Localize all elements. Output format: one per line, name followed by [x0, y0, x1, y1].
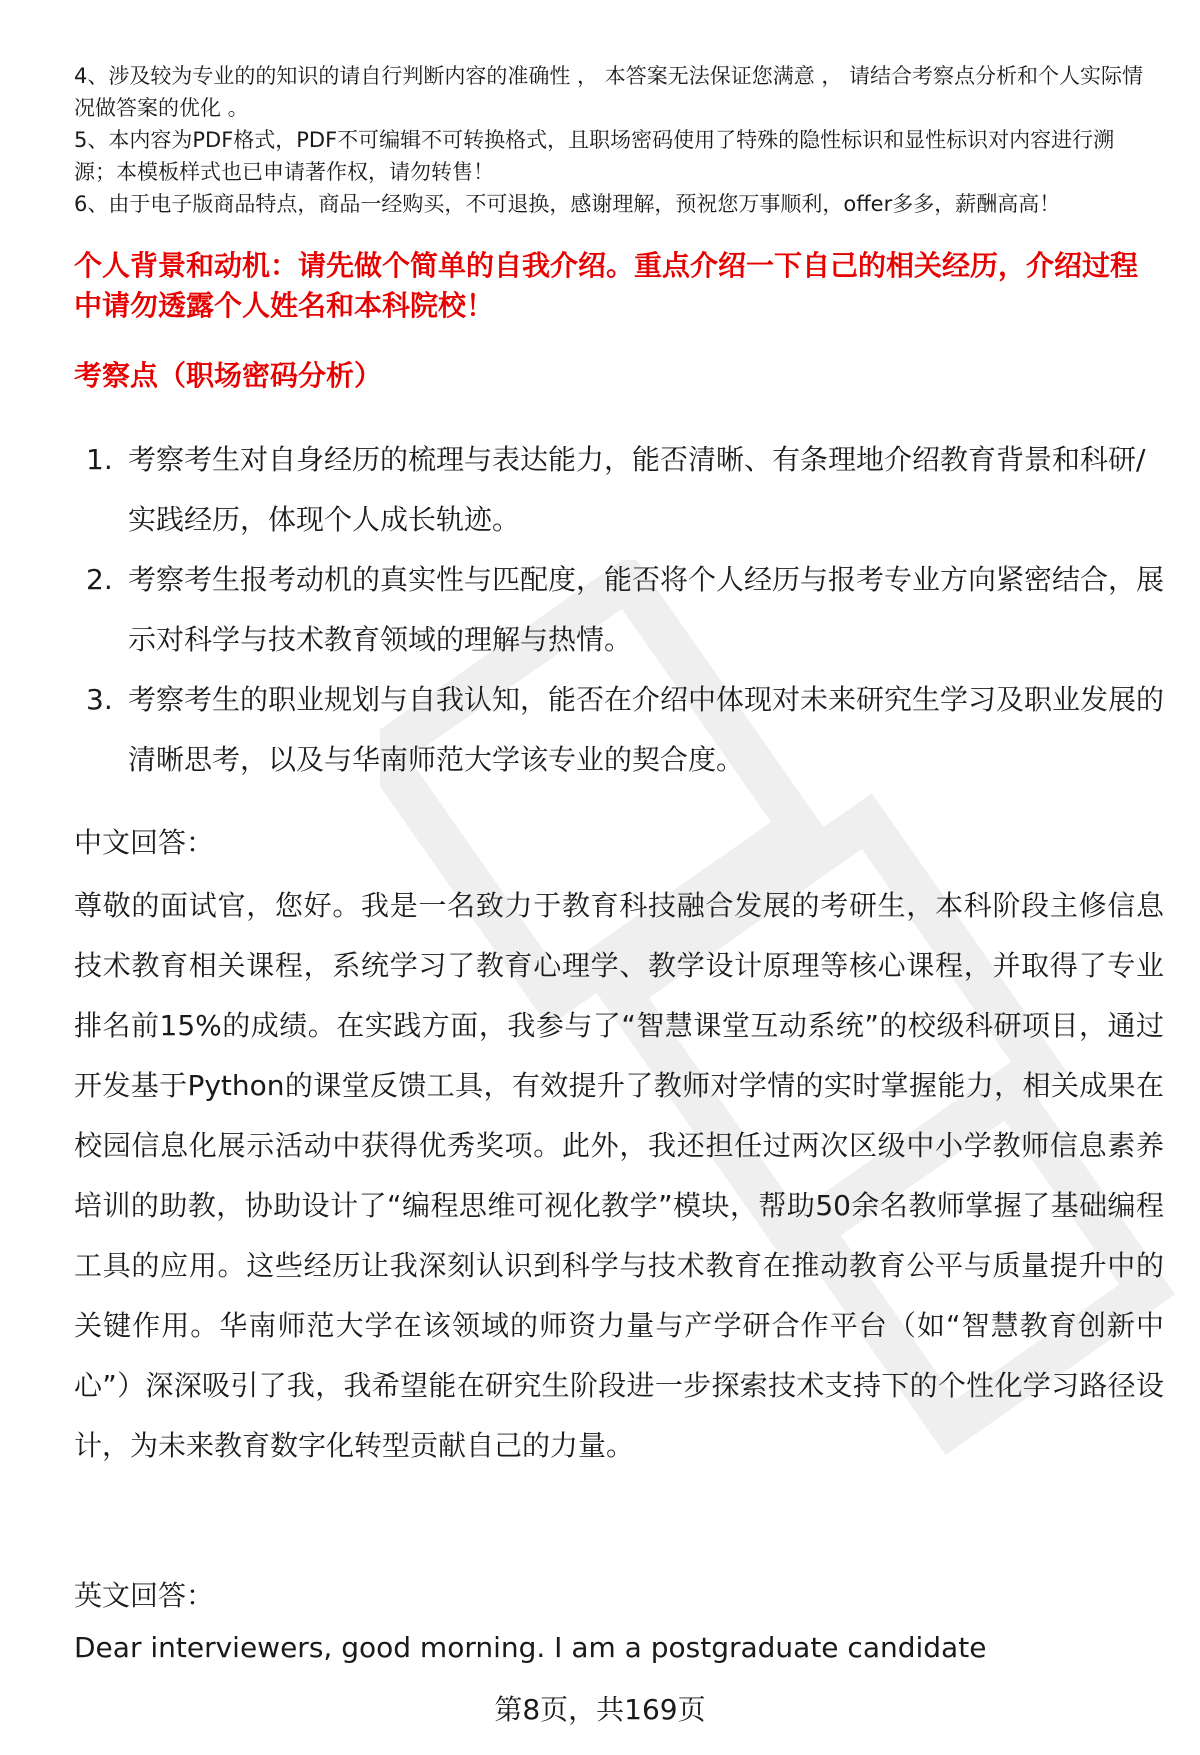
point-number: 2. — [86, 563, 113, 596]
notice-item: 5、本内容为PDF格式，PDF不可编辑不可转换格式，且职场密码使用了特殊的隐性标识和显性标识对内容进行溯源；本模板样式也已申请著作权，请勿转售！ — [74, 128, 1115, 184]
analysis-point — [74, 670, 1164, 790]
point-number: 1. — [86, 443, 113, 476]
analysis-point — [74, 550, 1164, 670]
page-number: 第8页，共169页 — [494, 1693, 706, 1726]
point-text: 考察考生对自身经历的梳理与表达能力，能否清晰、有条理地介绍教育背景和科研/实践经历，体现个人成长轨迹。 — [128, 443, 1146, 536]
english-answer-label: 英文回答： — [74, 1579, 215, 1612]
analysis-points — [74, 430, 1164, 790]
english-answer-text: Dear interviewers, good morning. I am a postgraduate candidate — [74, 1631, 987, 1664]
point-text: 考察考生报考动机的真实性与匹配度，能否将个人经历与报考专业方向紧密结合，展示对科学与技术教育领域的理解与热情。 — [128, 563, 1165, 656]
analysis-point — [74, 430, 1164, 550]
analysis-title: 考察点（职场密码分析） — [74, 359, 383, 392]
chinese-answer-text: 尊敬的面试官，您好。我是一名致力于教育科技融合发展的考研生，本科阶段主修信息技术教育相关课程，系统学习了教育心理学、教学设计原理等核心课程，并取得了专业排名前15%的成绩。在实践方面，我参与了“智慧课堂互动系统”的校级科研项目，通过开发基于Python的课堂反馈工具，有效提升了教师对学情的实时掌握能力，相关成果在校园信息化展示活动中获得优秀奖项。此外，我还担任过两次区级中小学教师信息素养培训的助教，协助设计了“编程思维可视化教学”模块，帮助50余名教师掌握了基础编程工具的应用。这些经历让我深刻认识到科学与技术教育在推动教育公平与质量提升中的关键作用。华南师范大学在该领域的师资力量与产学研合作平台（如“智慧教育创新中心”）深深吸引了我，我希望能在研究生阶段进一步探索技术支持下的个性化学习路径设计，为未来教育数字化转型贡献自己的力量。 — [74, 889, 1164, 1462]
point-number: 3. — [86, 683, 113, 716]
notice-item: 4、涉及较为专业的的知识的请自行判断内容的准确性 ， 本答案无法保证您满意 ， 请结合考察点分析和个人实际情况做答案的优化 。 — [74, 64, 1144, 120]
point-text: 考察考生的职业规划与自我认知，能否在介绍中体现对未来研究生学习及职业发展的清晰思考，以及与华南师范大学该专业的契合度。 — [128, 683, 1165, 776]
notice-list — [74, 60, 1154, 220]
question-heading: 个人背景和动机：请先做个简单的自我介绍。重点介绍一下自己的相关经历，介绍过程中请勿透露个人姓名和本科院校！ — [74, 249, 1139, 322]
notice-item: 6、由于电子版商品特点，商品一经购买，不可退换，感谢理解，预祝您万事顺利，offer多多，薪酬高高！ — [74, 192, 1061, 216]
chinese-answer-label: 中文回答： — [74, 826, 215, 859]
